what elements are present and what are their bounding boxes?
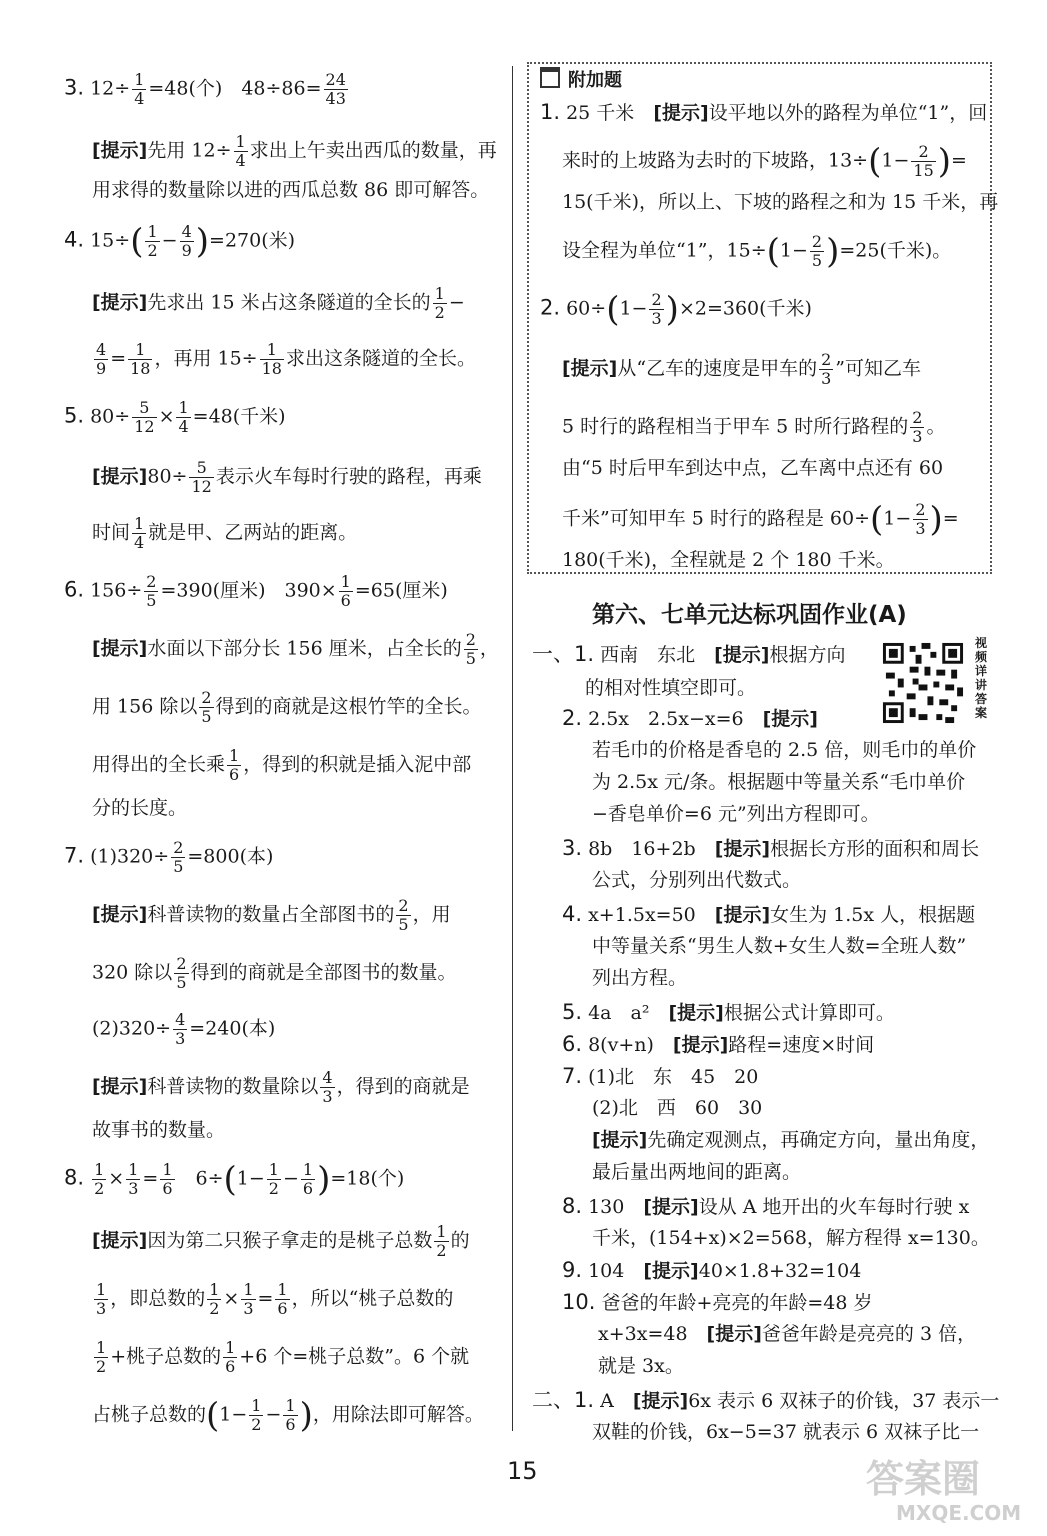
answer-3: 3. 12÷ $\frac{1}{4}$ =48(个) 48÷86= $\frac{24}{43}$ <box>64 70 346 108</box>
hint-5-line-2: 时间 $\frac{1}{4}$ 就是甲、乙两站的距离。 <box>92 514 358 552</box>
svg-text:MXQE.COM: MXQE.COM <box>896 1501 1022 1525</box>
fraction: $\frac{1}{4}$ <box>134 70 145 108</box>
answer-2-1-line-2: 双鞋的价钱，6x−5=37 就表示 6 双袜子比一 <box>592 1421 980 1443</box>
section-title: 第六、七单元达标巩固作业(A) <box>592 602 907 628</box>
answer-1-7: 7. (1)北 东 45 20 <box>562 1064 759 1088</box>
answer-7-1: 7. (1)320÷ $\frac{2}{5}$ =800(本) <box>64 838 274 876</box>
extra-answer-1: 1. 25 千米 [提示]设平地以外的路程为单位“1”，回 <box>540 100 988 124</box>
hint-7-line-2: 320 除以 $\frac{2}{5}$ 得到的商就是全部图书的数量。 <box>92 954 457 992</box>
answer-1-7-line-3: [提示]先确定观测点，再确定方向，量出角度， <box>592 1129 990 1151</box>
extra-answer-2: 2. 60÷(1− $\frac{2}{3}$ )×2=360(千米) <box>540 289 812 330</box>
hint-6-line-2: 用 156 除以 $\frac{2}{5}$ 得到的商就是这根竹竿的全长。 <box>92 688 482 726</box>
answer-1-8-line-2: 千米，(154+x)×2=568，解方程得 x=130。 <box>592 1227 990 1249</box>
answer-1-2: 2. 2.5x 2.5x−x=6 [提示] <box>562 706 818 730</box>
hint-8-line-4: 占桃子总数的(1− $\frac{1}{2}$ − $\frac{1}{6}$ )，用除法即可解答。 <box>92 1395 484 1436</box>
extra-hint-1-line-3: 15(千米)，所以上、下坡的路程之和为 15 千米，再 <box>562 191 999 213</box>
answer-1-6: 6. 8(v+n) [提示]路程=速度×时间 <box>562 1032 875 1056</box>
answer-1-9: 9. 104 [提示]40×1.8+32=104 <box>562 1258 862 1282</box>
hint-7-line-1: [提示]科普读物的数量占全部图书的 $\frac{2}{5}$ ，用 <box>92 896 451 934</box>
answer-6: 6. 156÷ $\frac{2}{5}$ =390(厘米) 390× $\frac{1}{6}$ =65(厘米) <box>64 572 448 610</box>
answer-1-1: 一、1. 西南 东北 [提示]根据方向 <box>532 642 846 666</box>
answer-1-4-line-2: 中等量关系“男生人数+女生人数=全班人数” <box>592 935 967 957</box>
hint-8-line-3: $\frac{1}{2}$ +桃子总数的 $\frac{1}{6}$ +6 个=桃子总数”。6 个就 <box>96 1338 470 1376</box>
hint-3-line-1: [提示]先用 12÷ $\frac{1}{4}$ 求出上午卖出西瓜的数量，再 <box>92 132 497 170</box>
answer-1-2-line-2: 若毛巾的价格是香皂的 2.5 倍，则毛巾的单价 <box>592 739 977 761</box>
hint-7-line-3: [提示]科普读物的数量除以 $\frac{4}{3}$ ，得到的商就是 <box>92 1068 470 1106</box>
page-number: 15 <box>507 1457 538 1485</box>
answer-1-10: 10. 爸爸的年龄+亮亮的年龄=48 岁 <box>562 1290 873 1314</box>
answer-1-1-line-2: 的相对性填空即可。 <box>585 677 757 699</box>
extra-hint-1-line-2: 来时的上坡路为去时的下坡路，13÷(1− $\frac{2}{15}$ )= <box>562 141 967 182</box>
answer-2-1: 二、1. A [提示]6x 表示 6 双袜子的价钱，37 表示一 <box>532 1388 1000 1412</box>
extra-hint-2-line-4: 千米”可知甲车 5 时行的路程是 60÷(1− $\frac{2}{3}$ )= <box>562 499 959 540</box>
book-icon <box>540 67 560 88</box>
extra-hint-2-line-5: 180(千米)，全程就是 2 个 180 千米。 <box>562 549 895 571</box>
column-divider <box>512 66 513 1431</box>
answer-1-4: 4. x+1.5x=50 [提示]女生为 1.5x 人，根据题 <box>562 902 976 926</box>
extra-questions-title: 附加题 <box>540 66 622 92</box>
answer-1-4-line-3: 列出方程。 <box>592 967 688 989</box>
answer-1-3: 3. 8b 16+2b [提示]根据长方形的面积和周长 <box>562 836 980 860</box>
hint-5-line-1: [提示]80÷ $\frac{5}{12}$ 表示火车每时行驶的路程，再乘 <box>92 458 482 496</box>
answer-1-3-line-2: 公式，分别列出代数式。 <box>592 869 802 891</box>
answer-1-10-line-3: 就是 3x。 <box>598 1355 684 1377</box>
answer-4: 4. 15÷( $\frac{1}{2}$ − $\frac{4}{9}$ )=270(米) <box>64 221 296 262</box>
hint-8-line-2: $\frac{1}{3}$ ，即总数的 $\frac{1}{2}$ × $\frac{1}{3}$ = $\frac{1}{6}$ ，所以“桃子总数的 <box>96 1280 454 1318</box>
answer-1-2-line-3: 为 2.5x 元/条。根据题中等量关系“毛巾单价 <box>592 771 966 793</box>
hint-3-line-2: 用求得的数量除以进的西瓜总数 86 即可解答。 <box>92 179 490 201</box>
answer-5: 5. 80÷ $\frac{5}{12}$ × $\frac{1}{4}$ =48(千米) <box>64 398 286 436</box>
extra-hint-2-line-3: 由“5 时后甲车到达中点，乙车离中点还有 60 <box>562 457 944 479</box>
fraction: $\frac{24}{43}$ <box>325 70 346 108</box>
answer-1-7-line-4: 最后量出两地间的距离。 <box>592 1161 802 1183</box>
watermark-logo <box>860 1448 1040 1528</box>
qr-caption: 视频详讲答案 <box>974 636 987 720</box>
extra-hint-1-line-4: 设全程为单位“1”，15÷(1− $\frac{2}{5}$ )=25(千米)。 <box>562 231 952 272</box>
hint-6-line-3: 用得出的全长乘 $\frac{1}{6}$ ，得到的积就是插入泥中部 <box>92 746 472 784</box>
extra-hint-2-line-1: [提示]从“乙车的速度是甲车的 $\frac{2}{3}$ ”可知乙车 <box>562 350 921 388</box>
extra-hint-2-line-2: 5 时行的路程相当于甲车 5 时所行路程的 $\frac{2}{3}$ 。 <box>562 408 946 446</box>
answer-7-2: (2)320÷ $\frac{4}{3}$ =240(本) <box>92 1010 276 1048</box>
hint-4-line-2: $\frac{4}{9}$ = $\frac{1}{18}$ ，再用 15÷ $\frac{1}{18}$ 求出这条隧道的全长。 <box>96 340 476 378</box>
answer-1-2-line-4: −香皂单价=6 元”列出方程即可。 <box>592 803 880 825</box>
hint-6-line-4: 分的长度。 <box>92 797 188 819</box>
answer-1-5: 5. 4a a² [提示]根据公式计算即可。 <box>562 1000 895 1024</box>
hint-4-line-1: [提示]先求出 15 米占这条隧道的全长的 $\frac{1}{2}$ − <box>92 284 465 322</box>
svg-text:答案圈: 答案圈 <box>866 1457 981 1501</box>
qr-code-icon[interactable] <box>880 636 966 730</box>
answer-8: 8. $\frac{1}{2}$ × $\frac{1}{3}$ = $\frac{1}{6}$ 6÷(1− $\frac{1}{2}$ − $\frac{1}{6}$ )=18(个) <box>64 1159 405 1200</box>
answer-1-10-line-2: x+3x=48 [提示]爸爸年龄是亮亮的 3 倍， <box>598 1323 977 1345</box>
answer-1-7-line-2: (2)北 西 60 30 <box>592 1097 763 1119</box>
answer-1-8: 8. 130 [提示]设从 A 地开出的火车每时行驶 x <box>562 1194 970 1218</box>
hint-8-line-1: [提示]因为第二只猴子拿走的是桃子总数 $\frac{1}{2}$ 的 <box>92 1222 470 1260</box>
hint-6-line-1: [提示]水面以下部分长 156 厘米，占全长的 $\frac{2}{5}$ ， <box>92 630 499 668</box>
hint-7-line-4: 故事书的数量。 <box>92 1119 226 1141</box>
